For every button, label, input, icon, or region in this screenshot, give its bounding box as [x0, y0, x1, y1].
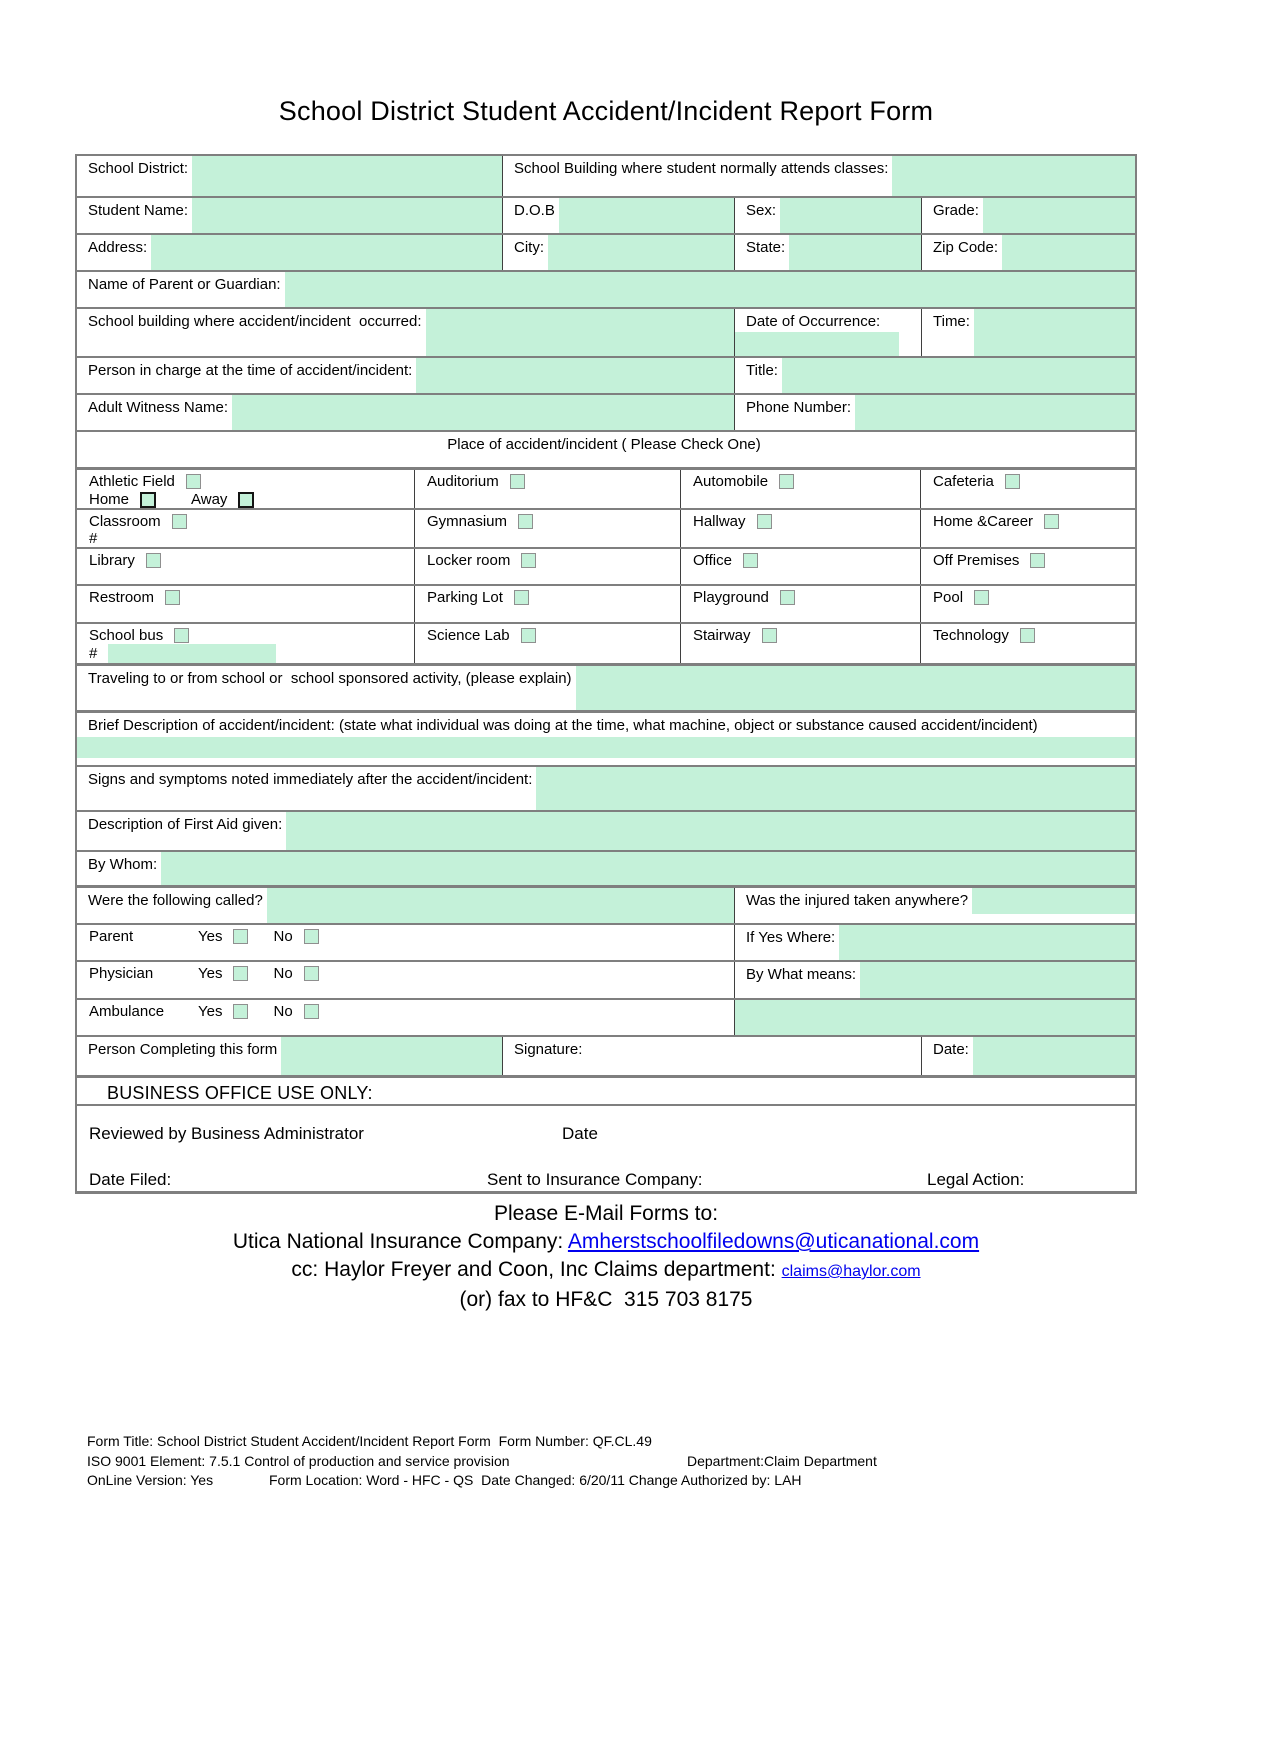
- home-career-label: Home &Career: [933, 513, 1034, 530]
- physician-yes-label: Yes: [198, 965, 223, 982]
- page-title: School District Student Accident/Incident Report Form: [278, 96, 934, 126]
- stairway-checkbox[interactable]: [762, 628, 777, 643]
- taken-anywhere-field[interactable]: [972, 888, 1135, 914]
- date-occurrence-label: Date of Occurrence:: [746, 313, 881, 330]
- person-completing-field[interactable]: [281, 1037, 502, 1075]
- date-completed-label: Date:: [933, 1041, 969, 1058]
- place-row-4: [77, 584, 1135, 622]
- page: [0, 96, 1275, 1491]
- office-cell: [680, 549, 920, 584]
- automobile-label: Automobile: [693, 473, 769, 490]
- row-person-in-charge: [77, 356, 1135, 393]
- row-ambulance-called: [77, 998, 1135, 1035]
- playground-checkbox[interactable]: [780, 590, 795, 605]
- home-career-cell: [920, 510, 1135, 547]
- parent-guardian-cell: [77, 272, 1135, 307]
- email-line-2: [75, 1228, 1137, 1256]
- science-lab-cell: [414, 624, 680, 663]
- ambulance-yes-label: Yes: [198, 1003, 223, 1020]
- library-checkbox[interactable]: [146, 553, 161, 568]
- automobile-checkbox[interactable]: [779, 474, 794, 489]
- pool-checkbox[interactable]: [974, 590, 989, 605]
- dob-field[interactable]: [559, 198, 734, 233]
- taken-anywhere-label: Was the injured taken anywhere?: [746, 892, 969, 909]
- home-checkbox[interactable]: [140, 492, 156, 508]
- sex-field[interactable]: [780, 198, 921, 233]
- utica-text: Utica National Insurance Company:: [232, 1230, 568, 1253]
- form-footer: [87, 1432, 1275, 1491]
- restroom-label: Restroom: [89, 589, 155, 606]
- row-business-body: [77, 1104, 1135, 1191]
- were-called-field[interactable]: [267, 888, 734, 923]
- playground-label: Playground: [693, 589, 769, 606]
- classroom-cell: [77, 510, 414, 547]
- time-label: Time:: [933, 313, 970, 330]
- signs-symptoms-cell: [77, 767, 1135, 810]
- stairway-cell: [680, 624, 920, 663]
- address-field[interactable]: [151, 235, 502, 270]
- school-building-label: School Building where student normally attends classes:: [514, 160, 889, 177]
- time-field[interactable]: [974, 309, 1135, 356]
- by-whom-label: By Whom:: [88, 856, 158, 873]
- by-what-means-cell: [734, 962, 1135, 998]
- parent-guardian-label: Name of Parent or Guardian:: [88, 276, 281, 293]
- date-completed-field[interactable]: [973, 1037, 1135, 1075]
- technology-checkbox[interactable]: [1020, 628, 1035, 643]
- row-first-aid: [77, 810, 1135, 850]
- off-premises-label: Off Premises: [933, 552, 1020, 569]
- locker-room-label: Locker room: [427, 552, 511, 569]
- traveling-cell: [77, 666, 1135, 710]
- classroom-label: Classroom: [89, 513, 161, 530]
- haylor-email-link[interactable]: claims@haylor.com: [781, 1263, 921, 1280]
- ambulance-yes-checkbox[interactable]: [233, 1004, 248, 1019]
- zip-cell: [921, 235, 1135, 270]
- row-witness: [77, 393, 1135, 430]
- fax-line: (or) fax to HF&C 315 703 8175: [459, 1288, 753, 1311]
- dob-cell: [502, 198, 734, 233]
- zip-field[interactable]: [1002, 235, 1135, 270]
- city-field[interactable]: [548, 235, 734, 270]
- city-label: City:: [514, 239, 544, 256]
- school-district-label: School District:: [88, 160, 189, 177]
- signature-label: Signature:: [514, 1041, 583, 1058]
- haylor-text: cc: Haylor Freyer and Coon, Inc Claims department:: [291, 1258, 782, 1281]
- brief-description-label: Brief Description of accident/incident: (state what individual was doing at the time, what machine, object or substance caused accident/incident): [88, 717, 1038, 734]
- if-yes-where-field[interactable]: [839, 925, 1135, 960]
- signs-symptoms-label: Signs and symptoms noted immediately after the accident/incident:: [88, 771, 533, 788]
- library-label: Library: [89, 552, 135, 569]
- classroom-checkbox[interactable]: [172, 514, 187, 529]
- parent-yes-checkbox[interactable]: [233, 929, 248, 944]
- pool-cell: [920, 586, 1135, 622]
- physician-label: Physician: [89, 965, 154, 982]
- hallway-cell: [680, 510, 920, 547]
- school-district-cell: [77, 156, 502, 196]
- school-bus-cell: [77, 624, 414, 663]
- date-occurrence-cell: [734, 309, 921, 356]
- city-cell: [502, 235, 734, 270]
- school-bus-label: School bus: [89, 627, 164, 644]
- by-whom-cell: [77, 852, 1135, 885]
- traveling-label: Traveling to or from school or school sponsored activity, (please explain): [88, 670, 572, 687]
- row-by-whom: [77, 850, 1135, 885]
- utica-email-link[interactable]: Amherstschoolfiledowns@uticanational.com: [567, 1230, 980, 1253]
- person-completing-cell: [77, 1037, 502, 1075]
- grade-field[interactable]: [983, 198, 1135, 233]
- first-aid-field[interactable]: [286, 812, 1135, 850]
- sex-label: Sex:: [746, 202, 777, 219]
- phone-number-cell: [734, 395, 1135, 430]
- auditorium-label: Auditorium: [427, 473, 499, 490]
- adult-witness-cell: [77, 395, 734, 430]
- business-body-cell: [77, 1106, 1135, 1191]
- student-name-label: Student Name:: [88, 202, 189, 219]
- grade-label: Grade:: [933, 202, 979, 219]
- physician-called-cell: [77, 962, 734, 998]
- signature-cell: [502, 1037, 921, 1075]
- auditorium-checkbox[interactable]: [510, 474, 525, 489]
- building-occurred-label: School building where accident/incident occurred:: [88, 313, 422, 330]
- row-occurred: [77, 307, 1135, 356]
- gymnasium-checkbox[interactable]: [518, 514, 533, 529]
- row-parent-guardian: [77, 270, 1135, 307]
- sent-to-insurance-label: Sent to Insurance Company:: [487, 1170, 703, 1189]
- zip-label: Zip Code:: [933, 239, 999, 256]
- physician-no-checkbox[interactable]: [304, 966, 319, 981]
- restroom-checkbox[interactable]: [165, 590, 180, 605]
- building-occurred-cell: [77, 309, 734, 356]
- student-name-cell: [77, 198, 502, 233]
- athletic-field-checkbox[interactable]: [186, 474, 201, 489]
- physician-yes-checkbox[interactable]: [233, 966, 248, 981]
- reviewed-date-label: Date: [562, 1124, 598, 1143]
- ambulance-label: Ambulance: [89, 1003, 165, 1020]
- row-parent-called: [77, 923, 1135, 960]
- row-person-completing: [77, 1035, 1135, 1075]
- place-row-1: [77, 467, 1135, 508]
- school-building-cell: [502, 156, 1135, 196]
- ambulance-extra-field[interactable]: [735, 1000, 1135, 1035]
- building-occurred-field[interactable]: [426, 309, 734, 356]
- phone-number-field[interactable]: [855, 395, 1135, 430]
- state-cell: [734, 235, 921, 270]
- home-career-checkbox[interactable]: [1044, 514, 1059, 529]
- school-bus-number-field[interactable]: [108, 644, 276, 663]
- sex-cell: [734, 198, 921, 233]
- ambulance-no-checkbox[interactable]: [304, 1004, 319, 1019]
- person-completing-label: Person Completing this form: [88, 1041, 278, 1058]
- footer-line-1: Form Title: School District Student Accident/Incident Report Form Form Number: QF.CL.49: [87, 1433, 652, 1449]
- by-whom-field[interactable]: [161, 852, 1135, 885]
- parking-lot-checkbox[interactable]: [514, 590, 529, 605]
- place-header-label: Place of accident/incident ( Please Check One): [447, 436, 761, 453]
- athletic-field-cell: [77, 470, 414, 508]
- footer-line-3: [87, 1471, 1275, 1491]
- date-occurrence-field[interactable]: [735, 332, 899, 356]
- stairway-label: Stairway: [693, 627, 751, 644]
- restroom-cell: [77, 586, 414, 622]
- signs-symptoms-field[interactable]: [536, 767, 1135, 810]
- technology-cell: [920, 624, 1135, 663]
- row-address: [77, 233, 1135, 270]
- row-place-header: [77, 430, 1135, 467]
- by-what-means-field[interactable]: [860, 962, 1135, 998]
- address-cell: [77, 235, 502, 270]
- reviewed-by-label: Reviewed by Business Administrator: [89, 1124, 364, 1143]
- dob-label: D.O.B: [514, 202, 555, 219]
- ambulance-extra-cell: [734, 1000, 1135, 1035]
- phone-number-label: Phone Number:: [746, 399, 852, 416]
- person-in-charge-label: Person in charge at the time of accident/incident:: [88, 362, 413, 379]
- footer-department: Department:Claim Department: [687, 1452, 877, 1469]
- home-label: Home: [89, 491, 130, 508]
- gymnasium-label: Gymnasium: [427, 513, 508, 530]
- playground-cell: [680, 586, 920, 622]
- athletic-field-label: Athletic Field: [89, 473, 175, 490]
- automobile-cell: [680, 470, 920, 508]
- parent-yes-label: Yes: [198, 928, 223, 945]
- row-business-header: [77, 1075, 1135, 1104]
- parent-called-cell: [77, 925, 734, 960]
- if-yes-where-label: If Yes Where:: [746, 929, 836, 946]
- title-cell: [734, 358, 1135, 393]
- time-cell: [921, 309, 1135, 356]
- were-called-cell: [77, 888, 734, 923]
- by-what-means-label: By What means:: [746, 966, 857, 983]
- student-name-field[interactable]: [192, 198, 502, 233]
- were-called-label: Were the following called?: [88, 892, 263, 909]
- pool-label: Pool: [933, 589, 964, 606]
- cafeteria-cell: [920, 470, 1135, 508]
- state-field[interactable]: [789, 235, 921, 270]
- row-were-called: [77, 885, 1135, 923]
- person-in-charge-field[interactable]: [416, 358, 734, 393]
- footer-location: Form Location: Word - HFC - QS Date Changed: 6/20/11 Change Authorized by: LAH: [269, 1472, 802, 1488]
- school-district-field[interactable]: [192, 156, 502, 196]
- row-physician-called: [77, 960, 1135, 998]
- address-label: Address:: [88, 239, 148, 256]
- business-header-cell: [77, 1078, 1135, 1104]
- traveling-field[interactable]: [576, 666, 1135, 710]
- state-label: State:: [746, 239, 786, 256]
- parent-guardian-field[interactable]: [285, 272, 1135, 307]
- parent-no-label: No: [273, 928, 293, 945]
- row-brief-description: [77, 710, 1135, 765]
- first-aid-cell: [77, 812, 1135, 850]
- if-yes-where-cell: [734, 925, 1135, 960]
- email-line-3: [75, 1256, 1137, 1286]
- off-premises-cell: [920, 549, 1135, 584]
- parent-no-checkbox[interactable]: [304, 929, 319, 944]
- parking-lot-cell: [414, 586, 680, 622]
- adult-witness-label: Adult Witness Name:: [88, 399, 229, 416]
- science-lab-label: Science Lab: [427, 627, 510, 644]
- off-premises-checkbox[interactable]: [1030, 553, 1045, 568]
- row-school-district: [77, 156, 1135, 196]
- place-row-5: [77, 622, 1135, 663]
- auditorium-cell: [414, 470, 680, 508]
- science-lab-checkbox[interactable]: [521, 628, 536, 643]
- form-table: [75, 154, 1137, 1194]
- gymnasium-cell: [414, 510, 680, 547]
- locker-room-cell: [414, 549, 680, 584]
- cafeteria-label: Cafeteria: [933, 473, 994, 490]
- place-row-3: [77, 547, 1135, 584]
- business-header-label: BUSINESS OFFICE USE ONLY:: [107, 1083, 373, 1103]
- library-cell: [77, 549, 414, 584]
- place-row-2: [77, 508, 1135, 547]
- classroom-number-label: #: [89, 530, 98, 547]
- grade-cell: [921, 198, 1135, 233]
- first-aid-label: Description of First Aid given:: [88, 816, 283, 833]
- row-traveling: [77, 663, 1135, 710]
- office-checkbox[interactable]: [743, 553, 758, 568]
- title-label: Title:: [746, 362, 778, 379]
- date-filed-label: Date Filed:: [89, 1170, 172, 1189]
- ambulance-no-label: No: [273, 1003, 293, 1020]
- title-field[interactable]: [782, 358, 1135, 393]
- date-completed-cell: [921, 1037, 1135, 1075]
- ambulance-called-cell: [77, 1000, 734, 1035]
- physician-no-label: No: [273, 965, 293, 982]
- school-bus-number-label: #: [89, 645, 98, 662]
- locker-room-checkbox[interactable]: [521, 553, 536, 568]
- email-line-1: Please E-Mail Forms to:: [493, 1202, 719, 1225]
- cafeteria-checkbox[interactable]: [1005, 474, 1020, 489]
- place-header-cell: [77, 432, 1135, 467]
- office-label: Office: [693, 552, 732, 569]
- school-bus-checkbox[interactable]: [174, 628, 189, 643]
- brief-description-cell: [77, 713, 1135, 765]
- hallway-label: Hallway: [693, 513, 746, 530]
- school-building-field[interactable]: [892, 156, 1135, 196]
- footer-line-2: [87, 1452, 1275, 1472]
- row-student: [77, 196, 1135, 233]
- person-in-charge-cell: [77, 358, 734, 393]
- footer-iso: ISO 9001 Element: 7.5.1 Control of production and service provision: [87, 1452, 510, 1469]
- email-instructions: [75, 1200, 1137, 1314]
- row-signs-symptoms: [77, 765, 1135, 810]
- parent-label: Parent: [89, 928, 134, 945]
- brief-description-field[interactable]: [77, 737, 1135, 758]
- technology-label: Technology: [933, 627, 1009, 644]
- parking-lot-label: Parking Lot: [427, 589, 503, 606]
- hallway-checkbox[interactable]: [757, 514, 772, 529]
- footer-online-version: OnLine Version: Yes: [87, 1472, 214, 1488]
- taken-anywhere-cell: [734, 888, 1135, 923]
- legal-action-label: Legal Action:: [927, 1170, 1025, 1189]
- adult-witness-field[interactable]: [232, 395, 734, 430]
- away-label: Away: [191, 491, 228, 508]
- away-checkbox[interactable]: [238, 492, 254, 508]
